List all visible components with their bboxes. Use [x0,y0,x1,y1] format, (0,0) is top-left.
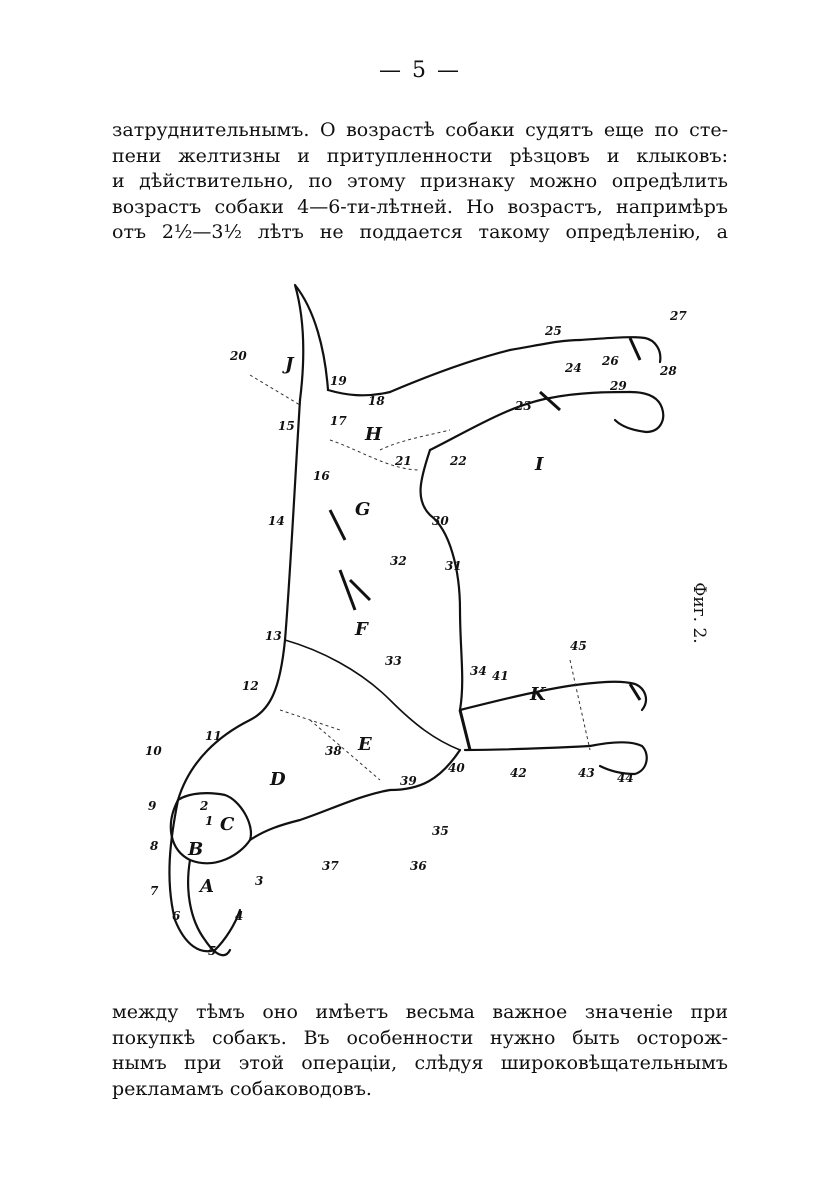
label-10: 10 [145,744,162,758]
label-13: 13 [265,629,282,643]
label-1: 1 [205,814,214,828]
label-2: 2 [200,799,209,813]
text-line: между тѣмъ оно имѣетъ весьма важное значеніе при [112,1001,728,1023]
label-18: 18 [368,394,385,408]
label-32: 32 [390,554,407,568]
label-3: 3 [255,874,264,888]
label-33: 33 [385,654,402,668]
label-24: 24 [565,361,582,375]
paragraph-top [112,118,728,246]
label-C: C [220,814,235,835]
label-34: 34 [470,664,487,678]
label-F: F [355,619,368,640]
label-26: 26 [602,354,619,368]
label-39: 39 [400,774,417,788]
label-44: 44 [617,771,634,785]
text-line: возрастъ собаки 4—6-ти-лѣтней. Но возрастъ, напримѣръ [112,195,728,218]
label-38: 38 [325,744,342,758]
text-line: покупкѣ собакъ. Въ особенности нужно быть осторож- [112,1026,728,1049]
label-41: 41 [492,669,509,683]
label-40: 40 [448,761,465,775]
label-29: 29 [610,379,627,393]
figure-caption [684,568,714,658]
label-B: B [188,839,204,860]
label-45: 45 [570,639,587,653]
label-9: 9 [148,799,157,813]
text-line: нымъ при этой операціи, слѣдуя широковѣщательнымъ [112,1052,728,1074]
label-27: 27 [670,309,687,323]
label-I: I [535,454,544,475]
label-6: 6 [172,909,181,923]
label-42: 42 [510,766,527,780]
label-17: 17 [330,414,347,428]
figure-caption-text: Фиг. 2. [689,582,709,644]
label-19: 19 [330,374,347,388]
label-A: A [200,876,214,897]
label-4: 4 [235,909,244,923]
text-line: отъ 2½—3½ лѣтъ не поддается такому опредѣленію, а [112,221,728,243]
label-37: 37 [322,859,339,873]
label-31: 31 [445,559,462,573]
label-11: 11 [205,729,222,743]
label-21: 21 [395,454,412,468]
label-D: D [270,769,286,790]
page-number: — 5 — [379,58,461,83]
label-E: E [358,734,372,755]
label-30: 30 [432,514,449,528]
label-J: J [285,354,294,375]
text-line: рекламамъ собаководовъ. [112,1077,372,1100]
label-8: 8 [150,839,159,853]
label-23: 23 [515,399,532,413]
label-16: 16 [313,469,330,483]
text-line: затруднительнымъ. О возрастѣ собаки судятъ еще по сте- [112,119,728,141]
label-K: K [530,684,546,705]
dog-anatomy-diagram-icon [130,280,720,970]
label-25: 25 [545,324,562,338]
dog-anatomy-figure [130,280,720,970]
label-20: 20 [230,349,247,363]
text-line: и дѣйствительно, по этому признаку можно опредѣлить [112,170,728,192]
text-line: пени желтизны и притупленности рѣзцовъ и клыковъ: [112,144,728,167]
label-14: 14 [268,514,285,528]
label-36: 36 [410,859,427,873]
label-5: 5 [208,944,217,958]
label-15: 15 [278,419,295,433]
label-43: 43 [578,766,595,780]
label-28: 28 [660,364,677,378]
label-H: H [365,424,383,445]
label-12: 12 [242,679,259,693]
label-G: G [355,499,371,520]
label-22: 22 [450,454,467,468]
label-7: 7 [150,884,159,898]
label-35: 35 [432,824,449,838]
paragraph-bottom [112,1000,728,1102]
